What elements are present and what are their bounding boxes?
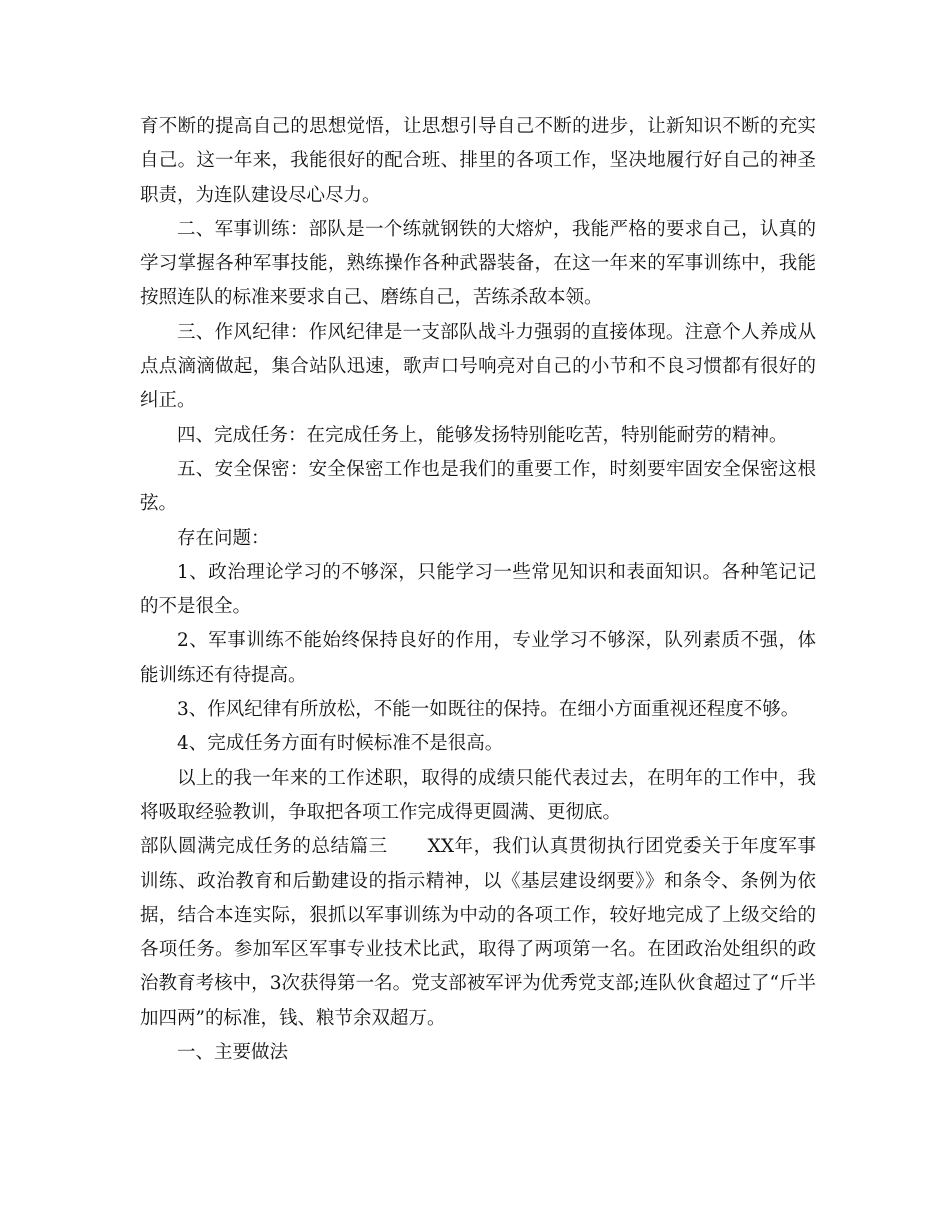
section-three-heading: 部队圆满完成任务的总结篇三 <box>140 836 388 858</box>
paragraph-problem-3: 3、作风纪律有所放松，不能一如既往的保持。在细小方面重视还程度不够。 <box>177 699 800 721</box>
paragraph-problem-4: 4、完成任务方面有时候标准不是很高。 <box>177 733 504 755</box>
paragraph-security: 五、安全保密：安全保密工作也是我们的重要工作，时刻要牢固安全保密这根弦。 <box>140 458 816 515</box>
main-practices-heading: 一、主要做法 <box>177 1042 289 1064</box>
paragraph-conclusion: 以上的我一年来的工作述职，取得的成绩只能代表过去，在明年的工作中，我将吸取经验教训，争取把各项工作完成得更圆满、更彻底。 <box>140 767 816 823</box>
section-three-paragraph <box>140 830 816 1036</box>
paragraph-military-training: 二、军事训练：部队是一个练就钢铁的大熔炉，我能严格的要求自己，认真的学习掌握各种军事技能，熟练操作各种武器装备，在这一年来的军事训练中，我能按照连队的标准来要求自己、磨练自己，苦练杀敌本领。 <box>140 218 816 309</box>
paragraph-problems-heading: 存在问题： <box>177 527 270 549</box>
paragraph-task-completion: 四、完成任务：在完成任务上，能够发扬特别能吃苦，特别能耐劳的精神。 <box>177 424 788 446</box>
paragraph-continuation: 育不断的提高自己的思想觉悟，让思想引导自己不断的进步，让新知识不断的充实自己。这一年来，我能很好的配合班、排里的各项工作，坚决地履行好自己的神圣职责，为连队建设尽心尽力。 <box>140 116 816 206</box>
section-three-body: XX年，我们认真贯彻执行团党委关于年度军事训练、政治教育和后勤建设的指示精神，以《基层建设纲要》》和条令、条例为依据，结合本连实际，狠抓以军事训练为中动的各项工作，较好地完成了上级交给的各项任务。参加军区军事专业技术比武，取得了两项第一名。在团政治处组织的政治教育考核中，3次获得第一名。党支部被军评为优秀党支部;连队伙食超过了“斤半加四两”的标准，钱、粮节余双超万。 <box>140 836 816 1029</box>
paragraph-problem-2: 2、军事训练不能始终保持良好的作用，专业学习不够深，队列素质不强，体能训练还有待提高。 <box>140 630 816 686</box>
document-body <box>140 110 816 1070</box>
paragraph-problem-1: 1、政治理论学习的不够深，只能学习一些常见知识和表面知识。各种笔记记的不是很全。 <box>140 561 816 618</box>
paragraph-discipline: 三、作风纪律：作风纪律是一支部队战斗力强弱的直接体现。注意个人养成从点点滴滴做起，集合站队迅速，歌声口号响亮对自己的小节和不良习惯都有很好的纠正。 <box>140 321 816 412</box>
